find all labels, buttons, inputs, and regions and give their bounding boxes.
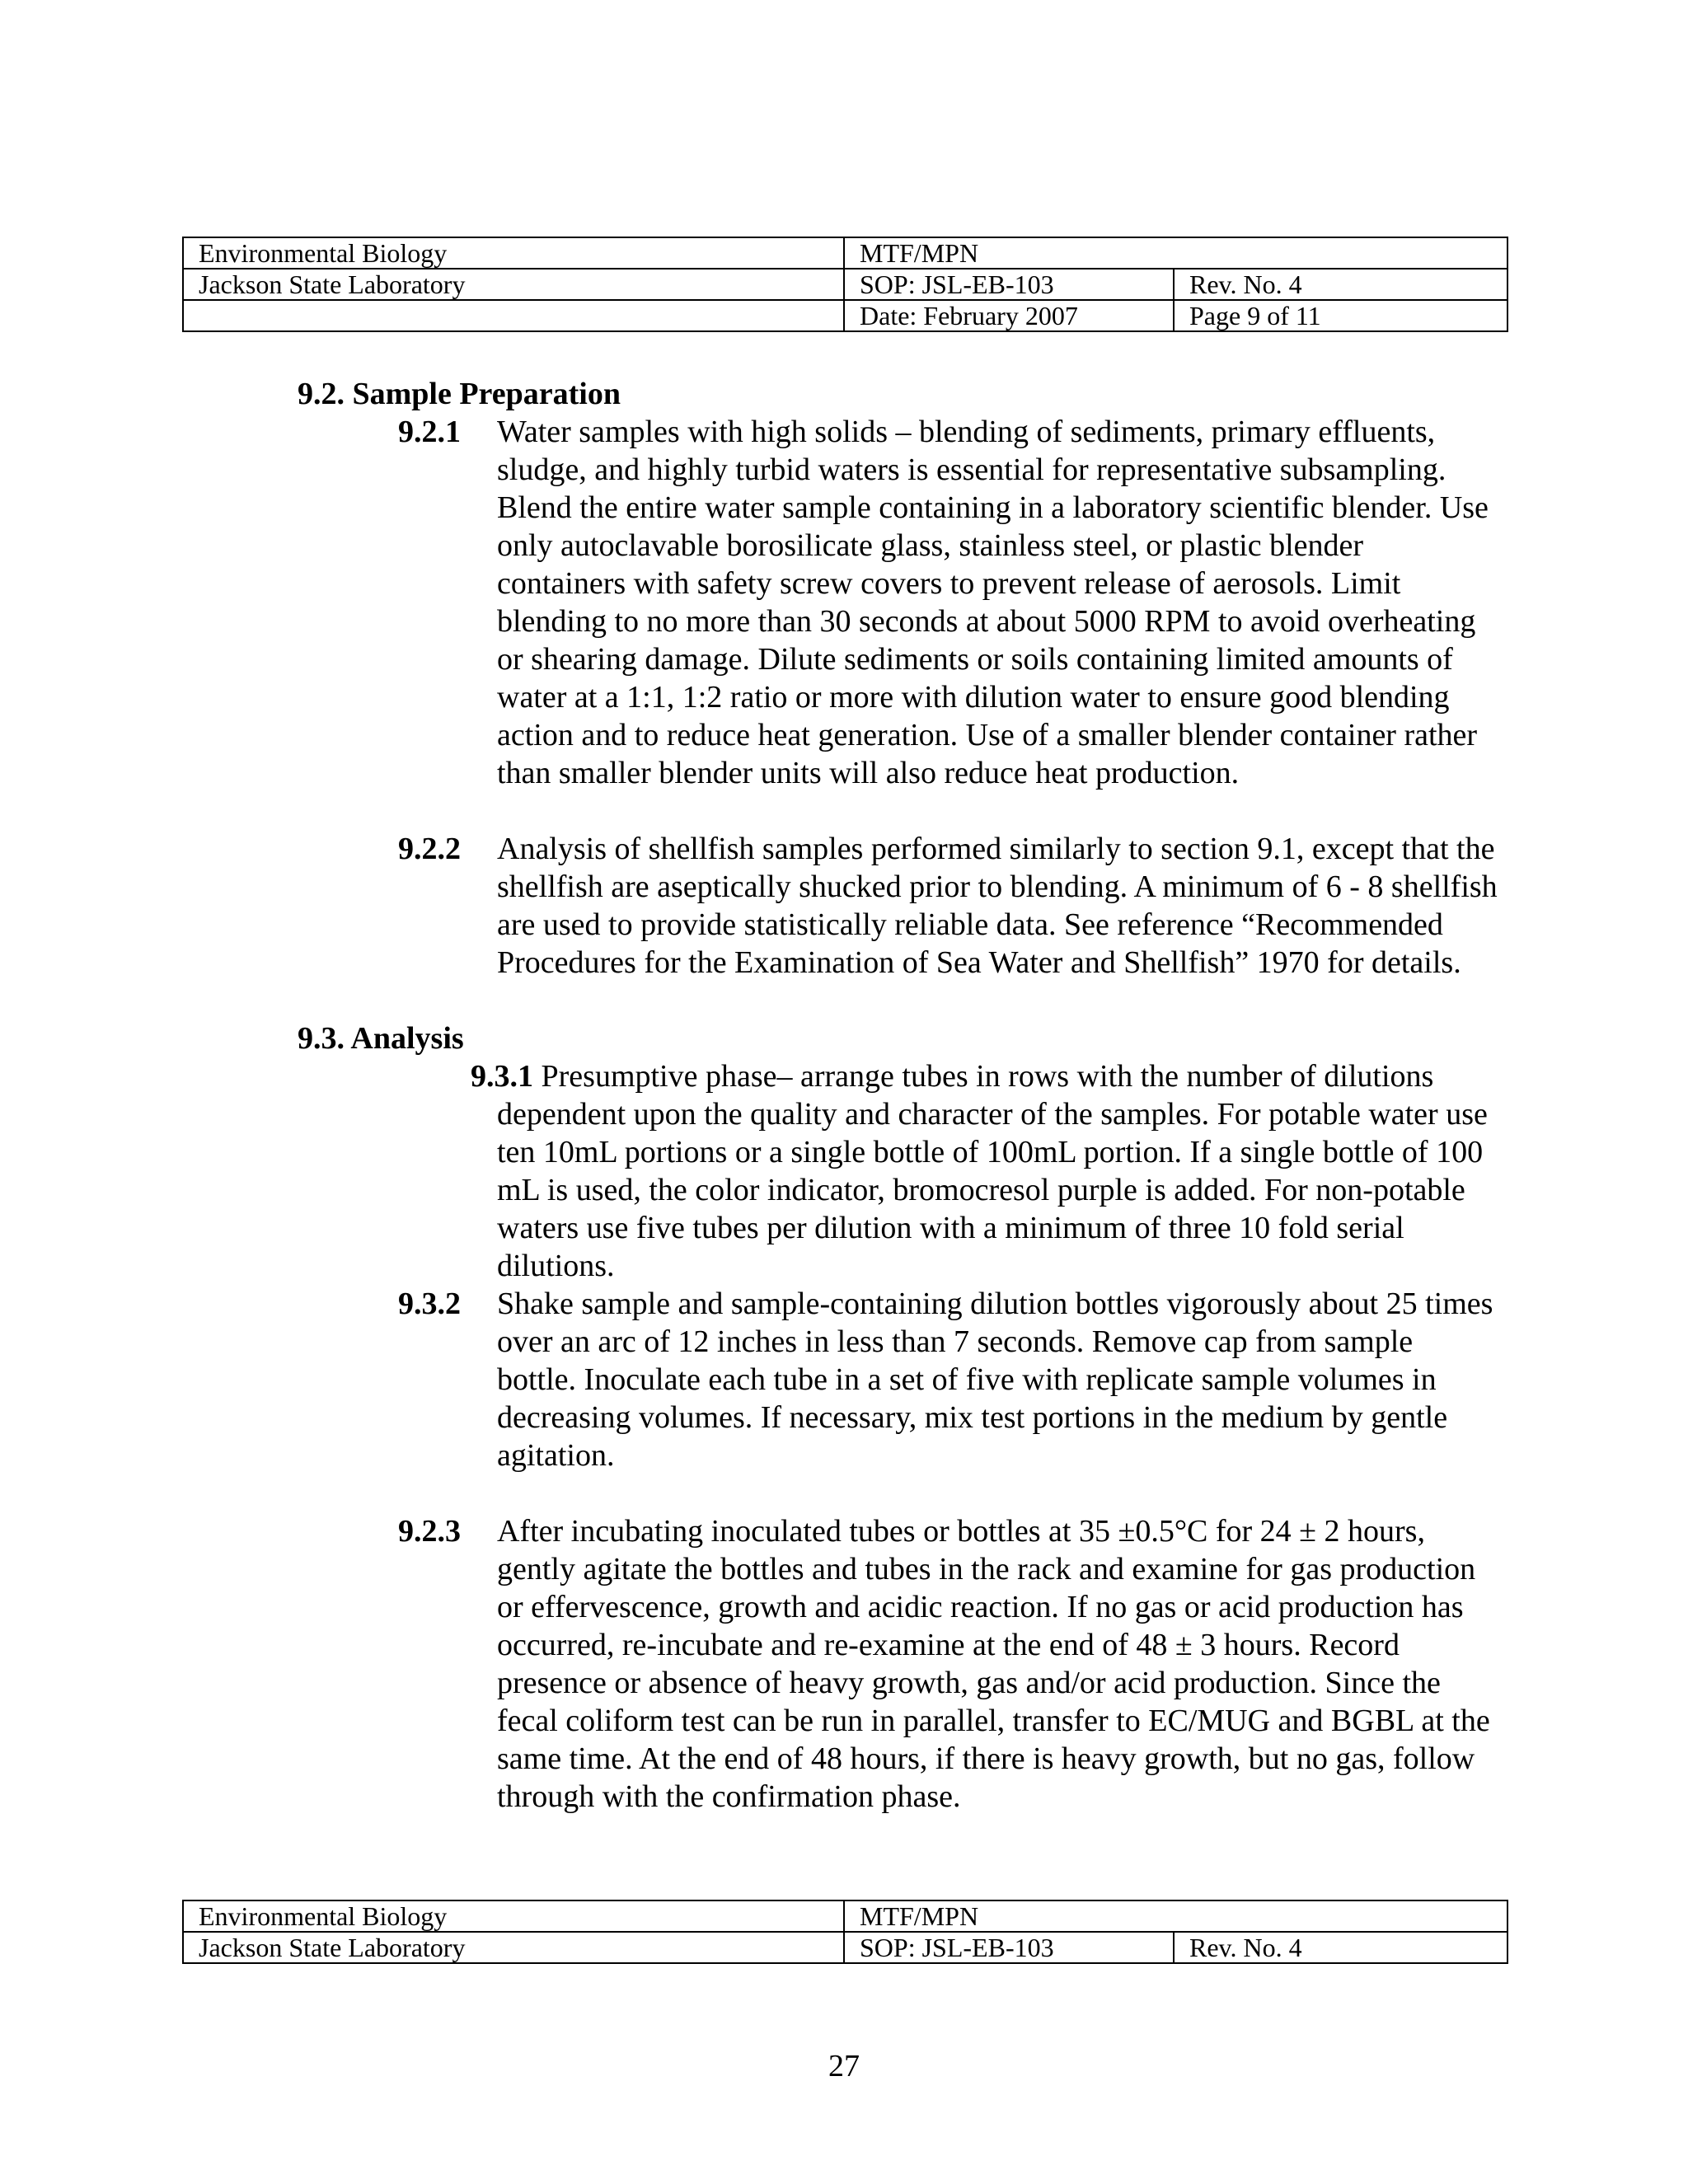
paragraph-9-2-1 <box>398 413 1498 792</box>
header-lab: Jackson State Laboratory <box>183 269 844 300</box>
spacer <box>0 1474 1688 1512</box>
paragraph-text: Shake sample and sample-containing dilution bottles vigorously about 25 times over an arc of 12 inches in less than 7 seconds. Remove cap from sample bottle. Inoculate each tube in a set of five with replicate sample volumes in decreasing volumes. If necessary, mix test portions in the medium by gentle agitation. <box>497 1286 1493 1473</box>
header-title: MTF/MPN <box>844 237 1507 269</box>
paragraph-text: Presumptive phase– arrange tubes in rows with the number of dilutions dependent upon the quality and character of the samples. For potable water use ten 10mL portions or a single bottle of 100mL portion. If a single bottle of 100 mL is used, the color indicator, bromocresol purple is added. For non-potable waters use five tubes per dilution with a minimum of three 10 fold serial dilutions. <box>497 1059 1488 1283</box>
header-row-1 <box>183 237 1507 269</box>
section-heading-analysis: 9.3. Analysis <box>298 1021 464 1056</box>
footer-row-2 <box>183 1932 1507 1963</box>
header-empty-cell <box>183 300 844 331</box>
paragraph-number: 9.3.2 <box>398 1286 461 1321</box>
paragraph-text: After incubating inoculated tubes or bottles at 35 ±0.5°C for 24 ± 2 hours, gently agitate the bottles and tubes in the rack and examine for gas production or effervescence, growth and acidic reaction. If no gas or acid production has occurred, re-incubate and re-examine at the end of 48 ± 3 hours. Record presence or absence of heavy growth, gas and/or acid production. Since the fecal coliform test can be run in parallel, transfer to EC/MUG and BGBL at the same time. At the end of 48 hours, if there is heavy growth, but no gas, follow through with the confirmation phase. <box>497 1514 1490 1814</box>
page-number: 27 <box>828 2049 860 2083</box>
header-row-3 <box>183 300 1507 331</box>
header-rev: Rev. No. 4 <box>1174 269 1507 300</box>
section-heading-sample-preparation: 9.2. Sample Preparation <box>298 377 621 411</box>
paragraph-text: Water samples with high solids – blending of sediments, primary effluents, sludge, and highly turbid waters is essential for representative subsampling. Blend the entire water sample containing in a laboratory scientific blender. Use only autoclavable borosilicate glass, stainless steel, or plastic blender containers with safety screw covers to prevent release of aerosols. Limit blending to no more than 30 seconds at about 5000 RPM to avoid overheating or shearing damage. Dilute sediments or soils containing limited amounts of water at a 1:1, 1:2 ratio or more with dilution water to ensure good blending action and to reduce heat generation. Use of a smaller blender container rather than smaller blender units will also reduce heat production. <box>497 415 1489 790</box>
paragraph-number: 9.2.1 <box>398 415 461 449</box>
paragraph-text: Analysis of shellfish samples performed similarly to section 9.1, except that the shellfish are aseptically shucked prior to blending. A minimum of 6 - 8 shellfish are used to provide statistically reliable data. See reference “Recommended Procedures for the Examination of Sea Water and Shellfish” 1970 for details. <box>497 832 1498 980</box>
header-dept: Environmental Biology <box>183 237 844 269</box>
header-row-2 <box>183 269 1507 300</box>
footer-row-1 <box>183 1900 1507 1932</box>
header-sop: SOP: JSL-EB-103 <box>844 269 1174 300</box>
header-table <box>182 237 1508 332</box>
paragraph-number: 9.2.2 <box>398 832 461 866</box>
paragraph-number: 9.2.3 <box>398 1514 461 1549</box>
footer-table <box>182 1900 1508 1964</box>
header-date: Date: February 2007 <box>844 300 1174 331</box>
spacer <box>0 792 1688 830</box>
header-page: Page 9 of 11 <box>1174 300 1507 331</box>
footer-dept: Environmental Biology <box>183 1900 844 1932</box>
footer-title: MTF/MPN <box>844 1900 1507 1932</box>
paragraph-9-3-2 <box>398 1285 1498 1474</box>
spacer <box>0 982 1688 1019</box>
paragraph-number: 9.3.1 <box>471 1059 533 1094</box>
footer-sop: SOP: JSL-EB-103 <box>844 1932 1174 1963</box>
document-body <box>0 375 1688 1816</box>
paragraph-9-2-3 <box>398 1512 1498 1816</box>
paragraph-9-2-2 <box>398 830 1498 982</box>
footer-lab: Jackson State Laboratory <box>183 1932 844 1963</box>
paragraph-9-3-1 <box>471 1057 1498 1285</box>
footer-rev: Rev. No. 4 <box>1174 1932 1507 1963</box>
